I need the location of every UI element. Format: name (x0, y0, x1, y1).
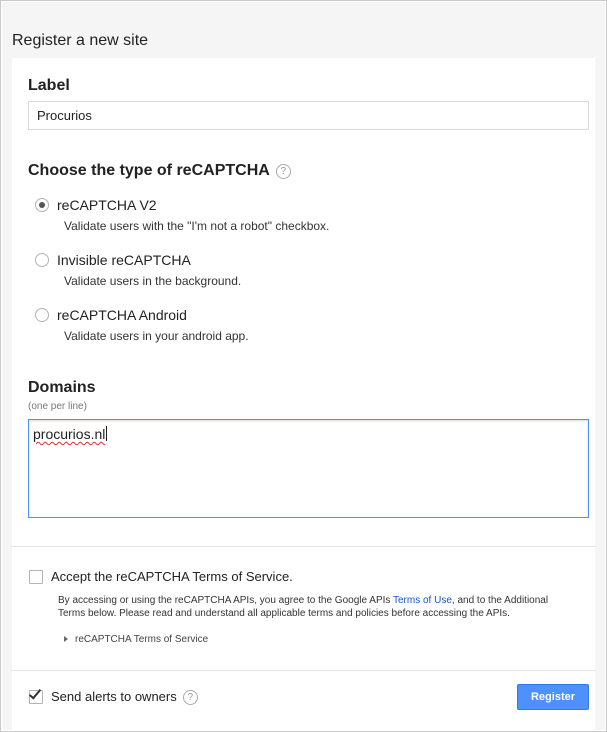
radio-option-label: reCAPTCHA Android (57, 307, 187, 323)
radio-option-description: Validate users with the "I'm not a robot" checkbox. (64, 219, 330, 233)
register-button[interactable]: Register (517, 684, 589, 710)
radio-option-label: Invisible reCAPTCHA (57, 252, 191, 268)
radio-button[interactable] (35, 308, 49, 322)
radio-option-description: Validate users in the background. (64, 274, 242, 288)
label-heading: Label (28, 77, 70, 94)
terms-text-after: , and to the Additional (451, 595, 549, 606)
divider (11, 546, 596, 547)
send-alerts-label: Send alerts to owners (51, 689, 177, 704)
label-input[interactable] (28, 101, 589, 130)
domains-heading: Domains (28, 379, 96, 396)
terms-text-before: By accessing or using the reCAPTCHA APIs, you agree to the Google APIs (58, 595, 393, 606)
send-alerts-row (51, 689, 198, 705)
terms-text-line2: Terms below. Please read and understand all applicable terms and policies before accessing the APIs. (58, 608, 510, 619)
radio-button[interactable] (35, 198, 49, 212)
terms-expander-label[interactable]: reCAPTCHA Terms of Service (75, 634, 209, 645)
panel-right-border (595, 58, 605, 730)
domains-textarea[interactable] (28, 419, 589, 518)
radio-button[interactable] (35, 253, 49, 267)
accept-terms-label: Accept the reCAPTCHA Terms of Service. (51, 569, 293, 584)
text-caret (106, 426, 107, 441)
page-title: Register a new site (12, 32, 149, 49)
domains-hint: (one per line) (28, 401, 87, 412)
domains-value: procurios.nl (33, 426, 106, 442)
help-icon[interactable]: ? (276, 164, 291, 179)
divider (11, 670, 596, 671)
help-icon[interactable]: ? (183, 690, 198, 705)
recaptcha-type-heading-text: Choose the type of reCAPTCHA (28, 162, 270, 179)
panel-left-border (2, 58, 12, 730)
triangle-right-icon[interactable] (64, 636, 68, 642)
recaptcha-type-heading (28, 162, 291, 180)
terms-text (58, 594, 578, 620)
panel-header (2, 2, 605, 58)
send-alerts-checkbox[interactable] (29, 690, 43, 704)
radio-option-label: reCAPTCHA V2 (57, 197, 157, 213)
accept-terms-checkbox[interactable] (29, 570, 43, 584)
terms-of-use-link[interactable]: Terms of Use (393, 595, 452, 606)
radio-option-description: Validate users in your android app. (64, 329, 249, 343)
